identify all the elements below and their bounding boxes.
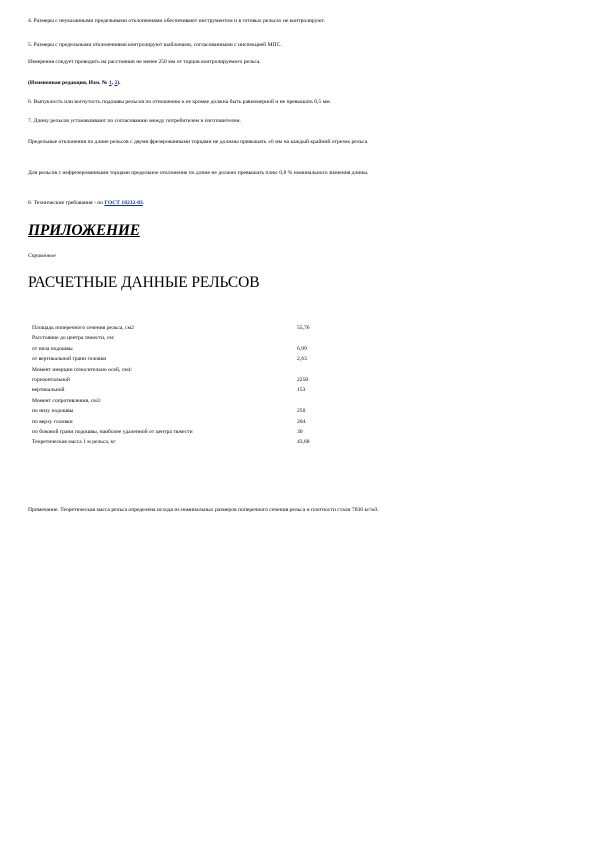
- row-label: вертикальной: [32, 387, 65, 394]
- row-value: 43,68: [297, 439, 310, 446]
- table-row: [32, 437, 552, 447]
- table-row: [32, 323, 552, 333]
- revision-note-prefix: (Измененная редакция, Изм. №: [28, 80, 108, 86]
- row-value: 250: [297, 408, 306, 415]
- row-value: 30: [297, 428, 303, 435]
- paragraph-item-5: 5. Размеры с предельными отклонениями контролируют шаблонами, согласованными с инспекцией МПС.: [28, 42, 282, 48]
- table-row: [32, 427, 552, 437]
- paragraph-unmilled-ends: Для рельсов с нефрезерованными торцами предельное отклонение по длине не должно превышать плюс 0,8 % номинального значения длины.: [28, 170, 369, 176]
- row-label: Теоретическая масса 1 м рельса, кг: [32, 439, 116, 446]
- row-label: по боковой грани подошвы, наиболее удаленной от центра тяжести: [32, 428, 193, 435]
- row-label: по низу подошвы: [32, 408, 74, 415]
- row-value: 2,63: [297, 356, 307, 363]
- table-row: [32, 396, 552, 406]
- paragraph-measurements: Измерения следует проводить на расстоянии не менее 250 мм от торцов контролируемого рельса.: [28, 59, 261, 65]
- row-label: Площадь поперечного сечения рельса, см2: [32, 325, 134, 331]
- revision-note: [28, 79, 121, 87]
- row-label: горизонтальной: [32, 376, 70, 383]
- row-label: Момент инерции относительно осей, см4:: [32, 366, 133, 373]
- paragraph-item-4: 4. Размеры с неуказанными предельными отклонениями обеспечивают инструментом и в готовых рельсах не контролируют.: [28, 18, 325, 24]
- row-label: от вертикальной грани головки: [32, 356, 107, 363]
- gost-link[interactable]: ГОСТ 18232-83: [104, 200, 143, 206]
- item-8-prefix: 8. Технические требования - по: [28, 200, 103, 206]
- table-row: [32, 333, 552, 343]
- row-value: 204: [297, 418, 306, 425]
- table-row: [32, 354, 552, 364]
- revision-link-1[interactable]: 1: [108, 80, 112, 86]
- row-label: Момент сопротивления, см3:: [32, 397, 102, 404]
- item-8-suffix: .: [142, 200, 145, 206]
- table-row: [32, 406, 552, 416]
- table-row: [32, 344, 552, 354]
- row-value: 6,99: [297, 345, 307, 352]
- row-value: 55,76: [297, 325, 310, 331]
- row-label: Расстояние до центра тяжести, см:: [32, 335, 115, 342]
- table-note: Примечание. Теоретическая масса рельса определена исходя из номинальных размеров поперечного сечения рельса и плотности стали 7830 кг/м3.: [28, 507, 379, 513]
- table-row: [32, 375, 552, 385]
- table-row: [32, 417, 552, 427]
- paragraph-item-6: 6. Выпуклость или вогнутость подошвы рельсов по отношению к ее кромке должна быть равномерной и не превышать 0,5 мм.: [28, 99, 332, 105]
- appendix-heading: РАСЧЕТНЫЕ ДАННЫЕ РЕЛЬСОВ: [28, 274, 260, 291]
- revision-separator: ,: [111, 80, 114, 86]
- row-value: 2250: [297, 376, 309, 383]
- row-label: от низа подошвы: [32, 345, 73, 352]
- appendix-title: ПРИЛОЖЕНИЕ: [28, 222, 140, 239]
- rail-data-table: [32, 323, 552, 448]
- paragraph-item-8: [28, 199, 144, 207]
- paragraph-length-tolerance: Предельные отклонения по длине рельсов с двумя фрезерованными торцами не должны превышать ±6 мм на каждый крайний отрезок рельса.: [28, 139, 369, 145]
- table-row: [32, 385, 552, 395]
- revision-link-2[interactable]: 2: [114, 80, 118, 86]
- paragraph-item-7: 7. Длину рельсов устанавливают по согласованию между потребителем и изготовителем.: [28, 118, 241, 124]
- row-value: 153: [297, 387, 306, 394]
- row-label: по верху головки: [32, 418, 73, 425]
- revision-note-suffix: ).: [117, 80, 121, 86]
- table-row: [32, 365, 552, 375]
- appendix-subtitle: Справочное: [28, 253, 56, 259]
